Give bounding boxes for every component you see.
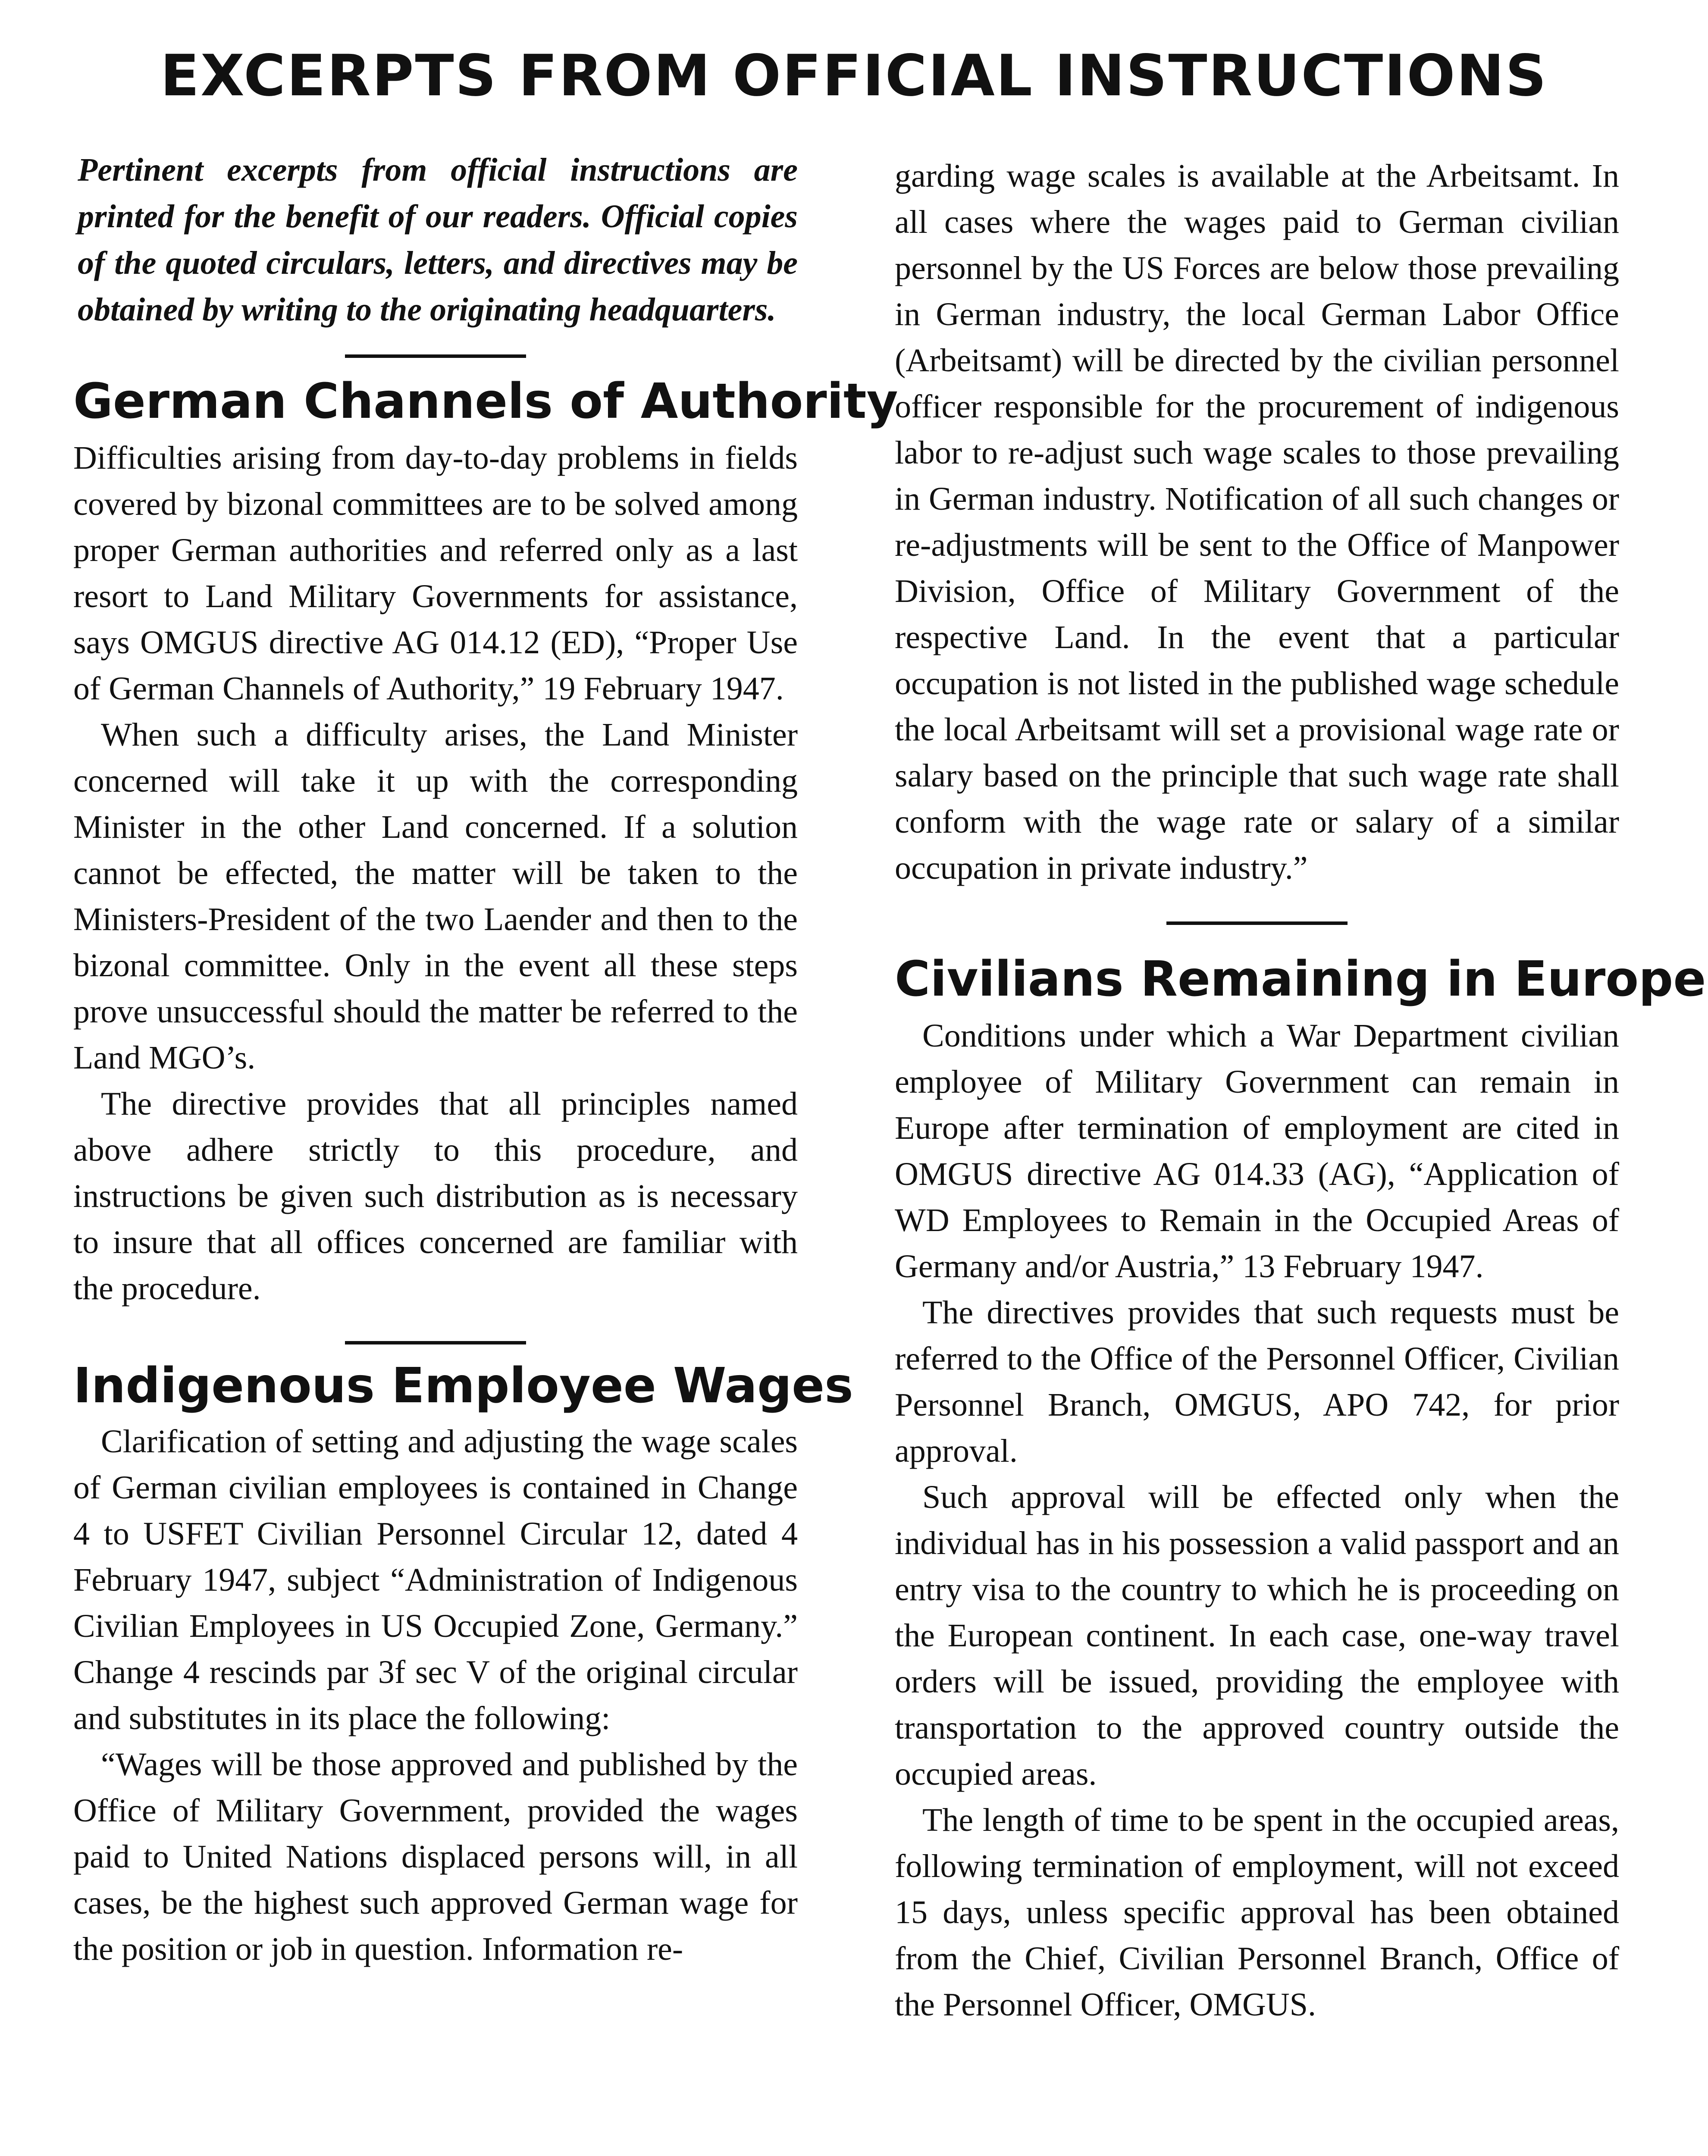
- section-divider: [345, 354, 526, 358]
- heading-indigenous-wages: Indigenous Employee Wages: [73, 1358, 853, 1414]
- paragraph: The directive provides that all principles named above adhere strictly to this procedure, and instructions be given such distribution as is necessary to insure that all offices concerned are familiar with the procedure.: [73, 1086, 798, 1307]
- heading-civilians-europe: Civilians Remaining in Europe: [895, 951, 1706, 1007]
- section-divider: [1166, 921, 1348, 925]
- section-divider: [345, 1341, 526, 1344]
- paragraph: The length of time to be spent in the occupied areas, following termination of employment, will not exceed 15 days, unless specific approval has been obtained from the Chief, Civilian Personnel Branch, Office of the Personnel Officer, OMGUS.: [895, 1802, 1619, 2023]
- paragraph: Such approval will be effected only when the individual has in his possession a valid passport and an entry visa to the country to which he is proceeding on the European continent. In each case, one-way travel orders will be issued, providing the employee with transportation to the approved country outside the occupied areas.: [895, 1479, 1619, 1792]
- page-title: EXCERPTS FROM OFFICIAL INSTRUCTIONS: [160, 43, 1548, 109]
- paragraph-continued: garding wage scales is available at the Arbeitsamt. In all cases where the wages paid to German civilian personnel by the US Forces are below those prevailing in German industry, the local German Labor Office (Arbeitsamt) will be directed by the civilian personnel officer responsible for the procurement of indigenous labor to re-adjust such wage scales to those prevailing in German industry. Notification of all such changes or re-adjustments will be sent to the Office of Manpower Division, Office of Military Government of the respective Land. In the event that a particular occupation is not listed in the published wage schedule the local Arbeitsamt will set a provisional wage rate or salary based on the principle that such wage rate shall conform with the wage rate or salary of a similar occupation in private industry.”: [895, 158, 1619, 886]
- paragraph: “Wages will be those approved and published by the Office of Military Government, provided the wages paid to United Nations displaced persons will, in all cases, be the highest such approved German wage for the position or job in question. Information re-: [73, 1746, 798, 1967]
- right-column: [895, 153, 1706, 2028]
- heading-german-channels: German Channels of Authority: [73, 373, 898, 429]
- left-column: [73, 147, 898, 1972]
- paragraph: Clarification of setting and adjusting the wage scales of German civilian employees is contained in Change 4 to USFET Civilian Personnel Circular 12, dated 4 February 1947, subject “Administration of Indigenous Civilian Employees in US Occupied Zone, Germany.” Change 4 rescinds par 3f sec V of the original circular and substitutes in its place the following:: [73, 1423, 798, 1736]
- paragraph: Conditions under which a War Department civilian employee of Military Government can remain in Europe after termination of employment are cited in OMGUS directive AG 014.33 (AG), “Application of WD Employees to Remain in the Occupied Areas of Germany and/or Austria,” 13 February 1947.: [895, 1018, 1619, 1285]
- intro-note: Pertinent excerpts from official instructions are printed for the benefit of our readers. Official copies of the quoted circulars, letters, and directives may be obtained by writing to the originating headquarters.: [78, 152, 798, 328]
- paragraph: Difficulties arising from day-to-day problems in fields covered by bizonal committees are to be solved among proper German authorities and referred only as a last resort to Land Military Governments for assistance, says OMGUS directive AG 014.12 (ED), “Proper Use of German Channels of Authority,” 19 February 1947.: [73, 440, 798, 707]
- paragraph: When such a difficulty arises, the Land Minister concerned will take it up with the corresponding Minister in the other Land concerned. If a solution cannot be effected, the matter will be taken to the Ministers-President of the two Laender and then to the bizonal committee. Only in the event all these steps prove unsuccessful should the matter be referred to the Land MGO’s.: [73, 717, 798, 1076]
- paragraph: The directives provides that such requests must be referred to the Office of the Personnel Officer, Civilian Personnel Branch, OMGUS, APO 742, for prior approval.: [895, 1294, 1619, 1469]
